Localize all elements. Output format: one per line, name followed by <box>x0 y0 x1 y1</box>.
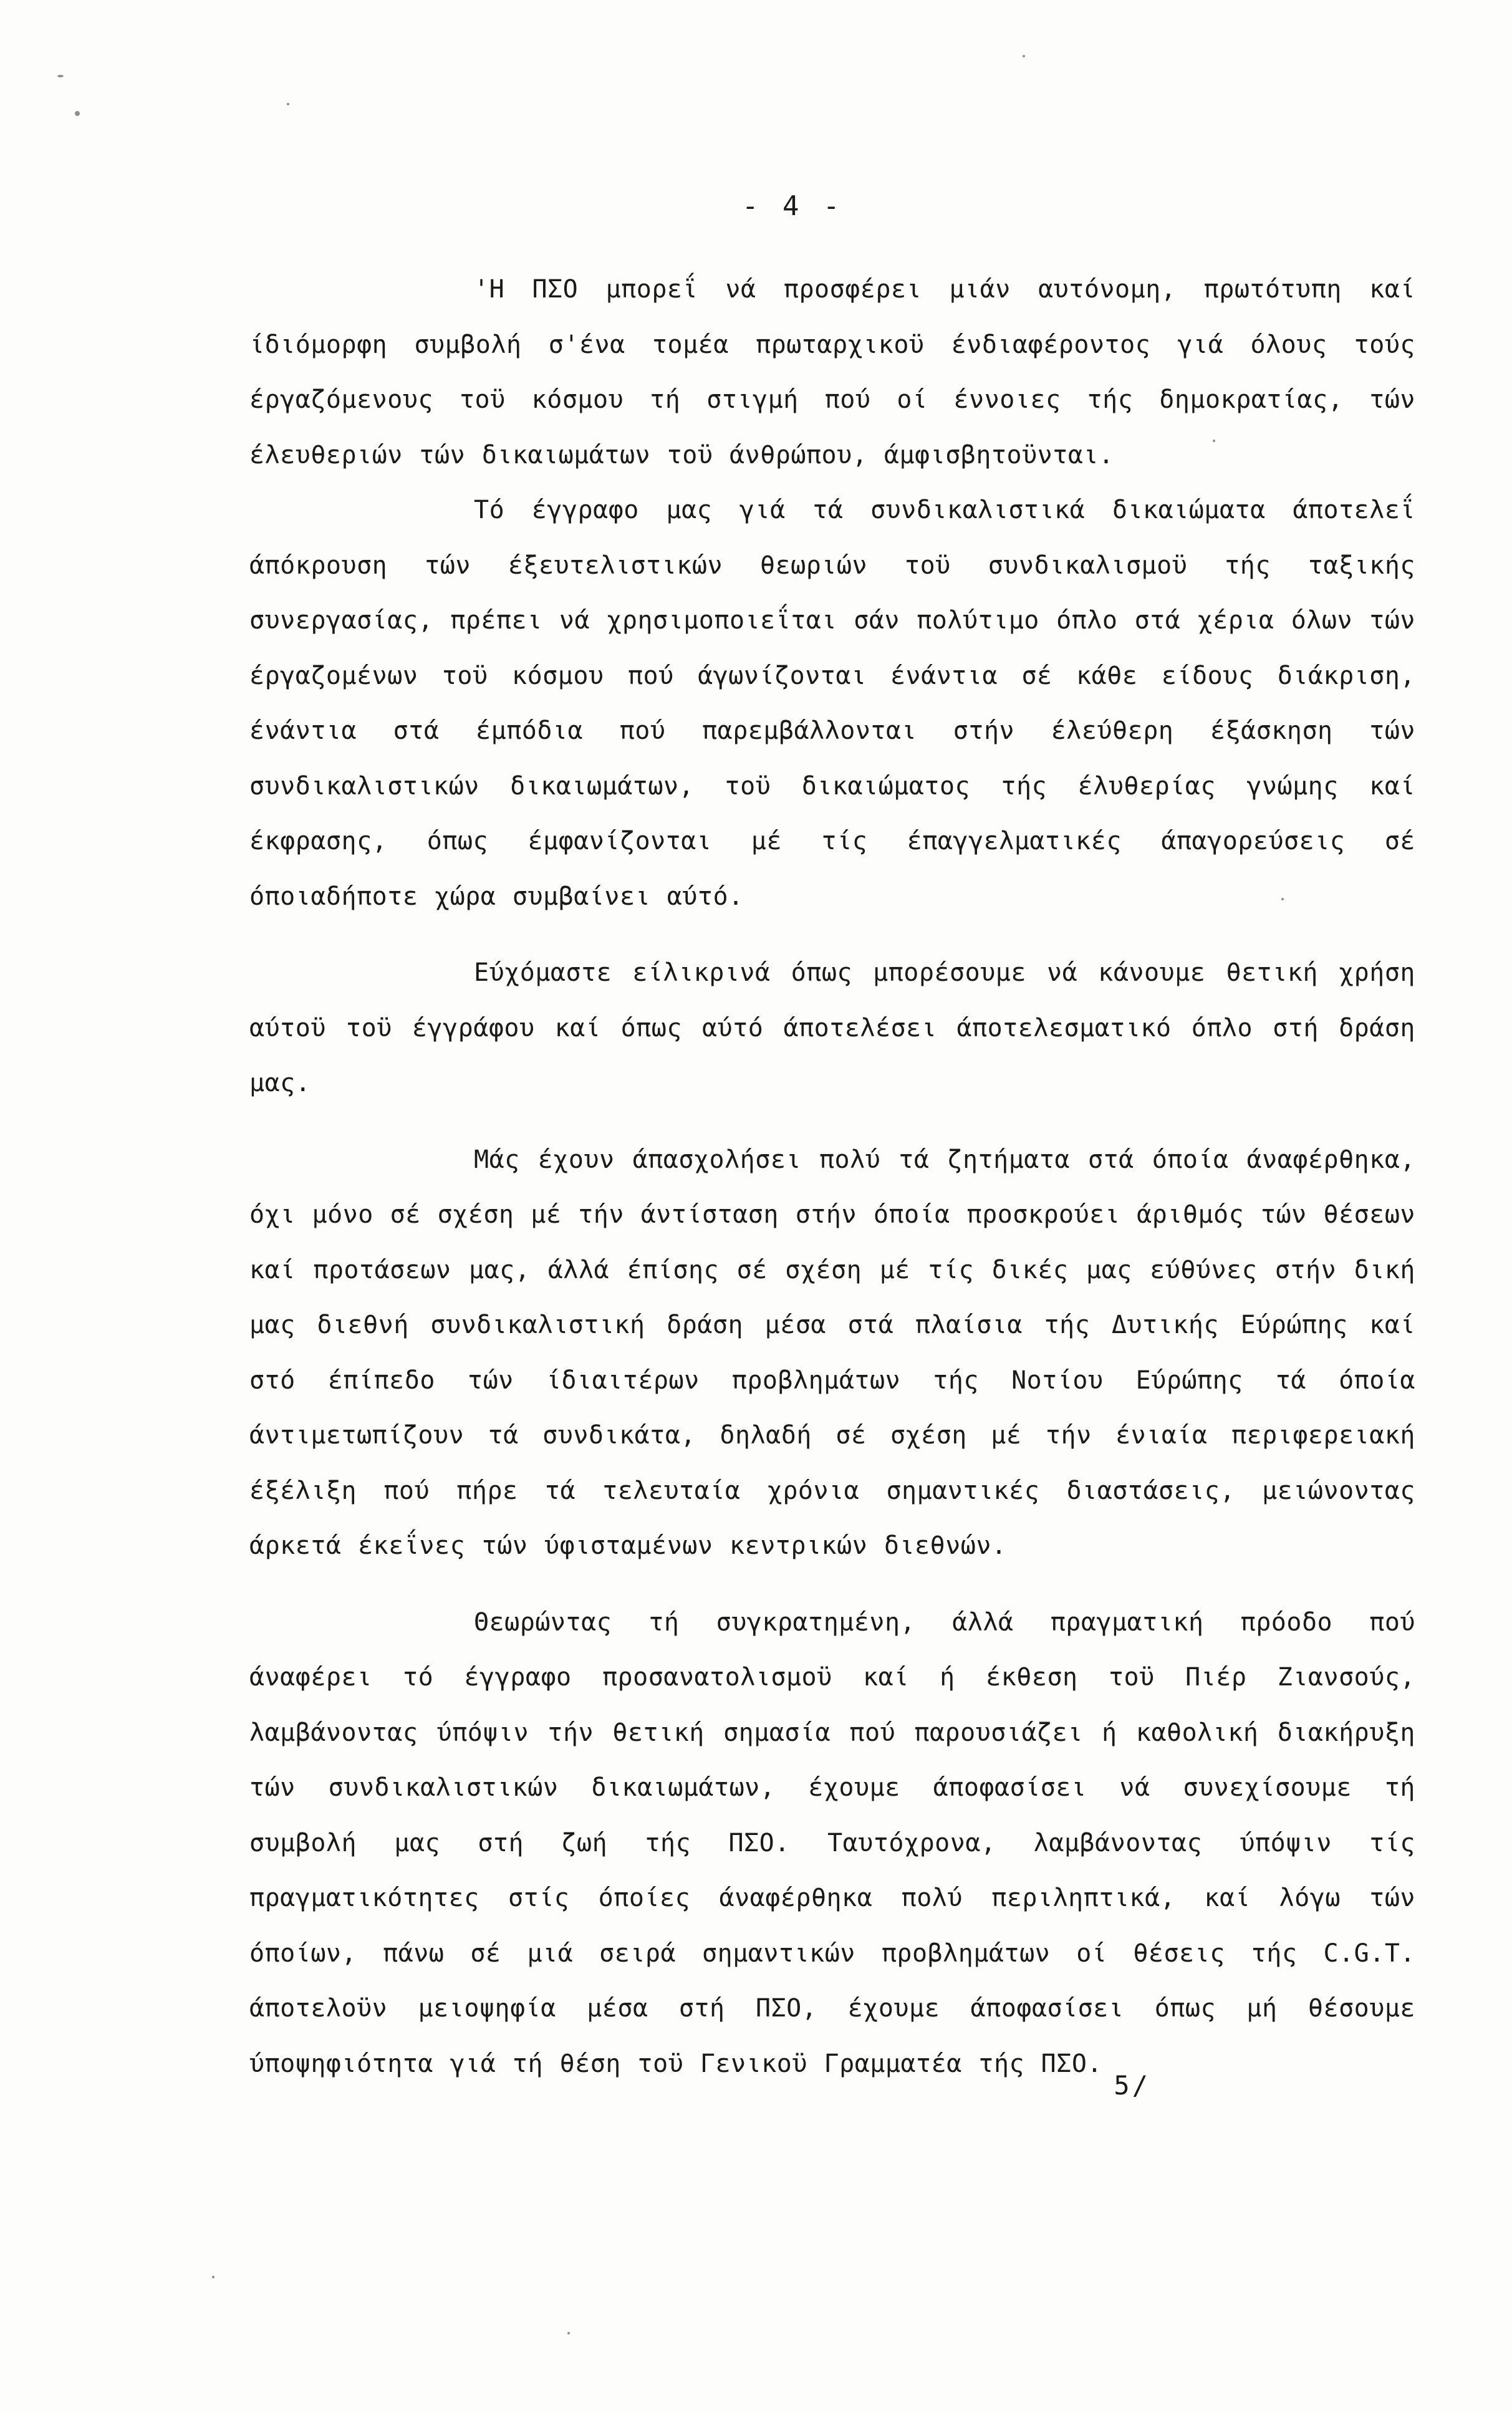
scan-speck <box>57 75 64 77</box>
paragraph-4-text: Μάς έχουν άπασχολήσει πολύ τά ζητήματα στά όποία άναφέρθηκα, όχι μόνο σέ σχέση μέ τήν άντίσταση στήν όποία προσκρούει άριθμός τών θέσεων καί προτάσεων μας, άλλά έπίσης σέ σχέση μέ τίς δικές μας εύθύνες στήν δική μας διεθνή συνδικαλιστική δράση μέσα στά πλαίσια τής Δυτικής Εύρώπης καί στό έπίπεδο τών ίδιαιτέρων προβλημάτων τής Νοτίου Εύρώπης τά όποία άντιμετωπίζουν τά συνδικάτα, δηλαδή σέ σχέση μέ τήν ένιαία περιφερειακή έξέλιξη πού πήρε τά τελευταία χρόνια σημαντικές διαστάσεις, μειώνοντας άρκετά έκεΐνες τών ύφισταμένων κεντρικών διεθνών. <box>249 1145 1415 1560</box>
scan-speck <box>287 103 289 105</box>
paragraph-3 <box>249 945 1415 1111</box>
scan-speck <box>212 2276 214 2278</box>
continuation-marker: 5/ <box>1114 2070 1150 2101</box>
paragraph-2-text: Τό έγγραφο μας γιά τά συνδικαλιστικά δικαιώματα άποτελεΐ άπόκρουση τών έξευτελιστικών θεωριών τοϋ συνδικαλισμοϋ τής ταξικής συνεργασίας, πρέπει νά χρησιμοποιεΐται σάν πολύτιμο όπλο στά χέρια όλων τών έργαζομένων τοϋ κόσμου πού άγωνίζονται ένάντια σέ κάθε είδους διάκριση, ένάντια στά έμπόδια πού παρεμβάλλονται στήν έλεύθερη έξάσκηση τών συνδικαλιστικών δικαιωμάτων, τοϋ δικαιώματος τής έλυθερίας γνώμης καί έκφρασης, όπως έμφανίζονται μέ τίς έπαγγελματικές άπαγορεύσεις σέ όποιαδήποτε χώρα συμβαίνει αύτό. <box>249 496 1415 911</box>
paragraph-2 <box>249 483 1415 924</box>
paragraph-1 <box>249 262 1415 483</box>
paragraph-5-text: Θεωρώντας τή συγκρατημένη, άλλά πραγματική πρόοδο πού άναφέρει τό έγγραφο προσανατολισμοϋ καί ή έκθεση τοϋ Πιέρ Ζιανσούς, λαμβάνοντας ύπόψιν τήν θετική σημασία πού παρουσιάζει ή καθολική διακήρυξη τών συνδικαλιστικών δικαιωμάτων, έχουμε άποφασίσει νά συνεχίσουμε τή συμβολή μας στή ζωή τής ΠΣΟ. Ταυτόχρονα, λαμβάνοντας ύπόψιν τίς πραγματικότητες στίς όποίες άναφέρθηκα πολύ περιληπτικά, καί λόγω τών όποίων, πάνω σέ μιά σειρά σημαντικών προβλημάτων οί θέσεις τής C.G.T. άποτελοϋν μειοψηφία μέσα στή ΠΣΟ, έχουμε άποφασίσει όπως μή θέσουμε ύποψηφιότητα γιά τή θέση τοϋ Γενικοϋ Γραμματέα τής ΠΣΟ. <box>249 1607 1415 2078</box>
paragraph-1-text: 'Η ΠΣΟ μπορεΐ νά προσφέρει μιάν αυτόνομη, πρωτότυπη καί ίδιόμορφη συμβολή σ'ένα τομέα πρωταρχικοϋ ένδιαφέροντος γιά όλους τούς έργαζόμενους τοϋ κόσμου τή στιγμή πού οί έννοιες τής δημοκρατίας, τών έλευθεριών τών δικαιωμάτων τοϋ άνθρώπου, άμφισβητοϋνται. <box>249 275 1415 470</box>
body-text <box>249 262 1415 2091</box>
paragraph-5 <box>249 1595 1415 2092</box>
paragraph-3-text: Εύχόμαστε είλικρινά όπως μπορέσουμε νά κάνουμε θετική χρήση αύτοϋ τοϋ έγγράφου καί όπως αύτό άποτελέσει άποτελεσματικό όπλο στή δράση μας. <box>249 958 1415 1097</box>
scan-speck <box>567 2332 570 2334</box>
scan-speck <box>1023 55 1025 57</box>
paragraph-4 <box>249 1132 1415 1574</box>
scan-speck <box>75 111 80 116</box>
page-number: - 4 - <box>742 190 844 222</box>
